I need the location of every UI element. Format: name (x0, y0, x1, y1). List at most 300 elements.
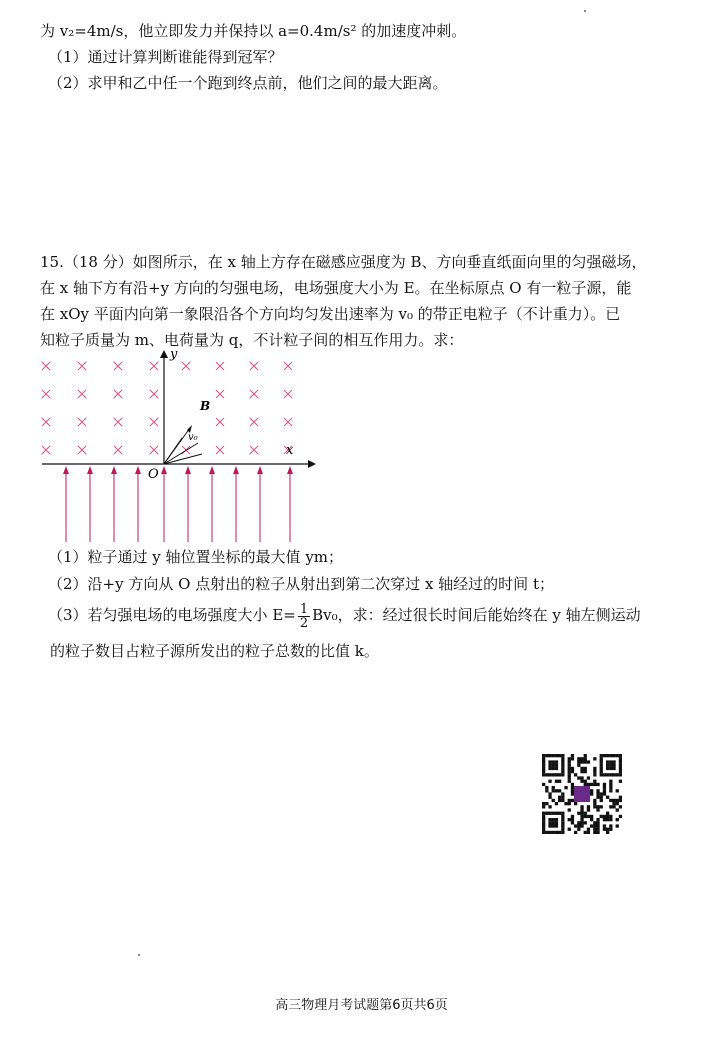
qr-module (619, 764, 622, 767)
qr-module (552, 773, 555, 776)
qr-module (558, 773, 561, 776)
qr-module (561, 799, 564, 802)
problem-15-line-3: 在 xOy 平面内向第一象限沿各个方向均匀发出速率为 v₀ 的带正电粒子（不计重力）。已 (40, 305, 621, 323)
qr-module (542, 760, 545, 763)
qr-module (584, 831, 587, 834)
qr-module (568, 767, 571, 770)
field-cross-mark (284, 418, 292, 426)
qr-module (584, 821, 587, 824)
qr-module (568, 780, 571, 783)
qr-module (593, 799, 596, 802)
qr-module (548, 824, 551, 827)
qr-module (587, 760, 590, 763)
qr-module (552, 764, 555, 767)
qr-module (552, 789, 555, 792)
qr-module (552, 818, 555, 821)
qr-module (600, 815, 603, 818)
qr-module (568, 828, 571, 831)
qr-module (612, 799, 615, 802)
fraction-denominator: 2 (299, 615, 309, 631)
qr-module (548, 780, 551, 783)
qr-module (571, 754, 574, 757)
qr-module (580, 812, 583, 815)
qr-module (600, 760, 603, 763)
qr-module (600, 767, 603, 770)
qr-module (574, 831, 577, 834)
qr-module (587, 808, 590, 811)
qr-module (596, 796, 599, 799)
qr-module (616, 818, 619, 821)
v0-label: v₀ (188, 432, 198, 443)
qr-module (619, 780, 622, 783)
qr-module (571, 783, 574, 786)
qr-module (603, 824, 606, 827)
qr-module (568, 818, 571, 821)
qr-module (555, 789, 558, 792)
qr-module (561, 815, 564, 818)
problem-15-line-2: 在 x 轴下方有沿+y 方向的匀强电场，电场强度大小为 E。在坐标原点 O 有一粒子源，能 (40, 279, 632, 297)
qr-module (545, 789, 548, 792)
qr-module (596, 831, 599, 834)
qr-module (612, 764, 615, 767)
electric-field-lines (63, 466, 293, 542)
qr-module (561, 770, 564, 773)
qr-module (596, 828, 599, 831)
qr-module (552, 812, 555, 815)
qr-module (606, 818, 609, 821)
qr-module (606, 760, 609, 763)
qr-module (587, 805, 590, 808)
qr-module (603, 815, 606, 818)
qr-module (619, 760, 622, 763)
qr-module (612, 754, 615, 757)
qr-module (561, 821, 564, 824)
qr-module (577, 776, 580, 779)
qr-module (542, 757, 545, 760)
qr-module (568, 757, 571, 760)
x-axis-label: x (286, 443, 294, 458)
field-cross-mark (216, 390, 224, 398)
qr-module (609, 767, 612, 770)
qr-module (603, 754, 606, 757)
fraction-numerator: 1 (299, 601, 309, 617)
qr-module (603, 789, 606, 792)
qr-module (561, 764, 564, 767)
field-cross-mark (42, 446, 50, 454)
qr-module (590, 818, 593, 821)
qr-module (580, 770, 583, 773)
qr-module (571, 767, 574, 770)
qr-module (603, 773, 606, 776)
qr-module (542, 824, 545, 827)
problem-15-question-1: （1）粒子通过 y 轴位置坐标的最大值 ym； (48, 548, 344, 566)
qr-module (561, 792, 564, 795)
qr-module (580, 767, 583, 770)
qr-module (548, 764, 551, 767)
qr-module (542, 821, 545, 824)
qr-module (619, 767, 622, 770)
qr-module (593, 767, 596, 770)
top-question-2: （2）求甲和乙中任一个跑到终点前，他们之间的最大距离。 (48, 74, 448, 92)
qr-module (568, 808, 571, 811)
qr-module (542, 802, 545, 805)
qr-module (593, 821, 596, 824)
qr-module (584, 783, 587, 786)
qr-module (593, 770, 596, 773)
qr-module (619, 770, 622, 773)
qr-module (571, 815, 574, 818)
problem-15-line-4: 知粒子质量为 m、电荷量为 q，不计粒子间的相互作用力。求： (40, 331, 464, 349)
qr-module (590, 815, 593, 818)
qr-module (564, 802, 567, 805)
qr-module (606, 764, 609, 767)
qr-module (561, 812, 564, 815)
qr-module (606, 828, 609, 831)
qr-module (548, 818, 551, 821)
qr-module (561, 818, 564, 821)
qr-module (542, 815, 545, 818)
qr-code-logo (574, 786, 590, 802)
qr-module (548, 821, 551, 824)
problem-15-question-3-line-2: 的粒子数目占粒子源所发出的粒子总数的比值 k。 (50, 642, 379, 660)
field-cross-mark (114, 418, 122, 426)
qr-module (612, 802, 615, 805)
qr-module (616, 773, 619, 776)
qr-module (609, 754, 612, 757)
qr-module (584, 757, 587, 760)
qr-module (616, 799, 619, 802)
field-line-arrow (233, 466, 239, 474)
qr-module (568, 776, 571, 779)
qr-module (558, 799, 561, 802)
qr-module (548, 792, 551, 795)
qr-module (552, 754, 555, 757)
qr-module (571, 789, 574, 792)
field-cross-mark (150, 362, 158, 370)
qr-module (584, 815, 587, 818)
qr-module (619, 799, 622, 802)
qr-module (609, 764, 612, 767)
qr-module (545, 812, 548, 815)
qr-module (580, 808, 583, 811)
qr-module (552, 767, 555, 770)
qr-module (548, 812, 551, 815)
field-cross-mark (250, 362, 258, 370)
qr-module (609, 828, 612, 831)
qr-module (558, 780, 561, 783)
field-line-arrow (63, 466, 69, 474)
y-axis-arrow (160, 350, 168, 358)
qr-module (542, 831, 545, 834)
field-cross-mark (250, 418, 258, 426)
qr-module (558, 796, 561, 799)
qr-module (606, 754, 609, 757)
qr-module (542, 767, 545, 770)
qr-module (555, 824, 558, 827)
qr-module (577, 812, 580, 815)
qr-module (609, 824, 612, 827)
field-line-arrow (257, 466, 263, 474)
qr-module (542, 805, 545, 808)
qr-module (587, 815, 590, 818)
y-axis-label: y (170, 347, 178, 362)
qr-module (619, 805, 622, 808)
qr-module (609, 815, 612, 818)
qr-module (587, 776, 590, 779)
qr-module (580, 815, 583, 818)
field-cross-mark (78, 362, 86, 370)
qr-module (542, 754, 545, 757)
qr-module (580, 824, 583, 827)
qr-module (612, 767, 615, 770)
qr-module (555, 812, 558, 815)
qr-module (558, 812, 561, 815)
qr-module (574, 824, 577, 827)
field-line-arrow (111, 466, 117, 474)
field-cross-mark (150, 446, 158, 454)
qr-module (606, 773, 609, 776)
qr-module (545, 773, 548, 776)
field-line-arrow (287, 466, 293, 474)
top-question-1: （1）通过计算判断谁能得到冠军？ (48, 48, 283, 66)
problem-15-question-3 (48, 598, 641, 632)
qr-module (580, 805, 583, 808)
qr-module (587, 831, 590, 834)
qr-module (584, 812, 587, 815)
qr-module (542, 770, 545, 773)
qr-module (577, 764, 580, 767)
qr-module (545, 786, 548, 789)
qr-module (577, 821, 580, 824)
qr-module (561, 767, 564, 770)
qr-module (590, 792, 593, 795)
field-line-arrow (161, 466, 167, 474)
qr-module (548, 773, 551, 776)
qr-module (584, 754, 587, 757)
qr-module (555, 760, 558, 763)
qr-module (609, 760, 612, 763)
qr-module (616, 824, 619, 827)
field-cross-mark (216, 418, 224, 426)
qr-module (577, 828, 580, 831)
qr-module (568, 770, 571, 773)
qr-module (571, 786, 574, 789)
field-line-arrow (185, 466, 191, 474)
qr-module (574, 802, 577, 805)
qr-module (593, 831, 596, 834)
qr-module (542, 828, 545, 831)
qr-module (558, 754, 561, 757)
qr-module (606, 815, 609, 818)
qr-module (600, 805, 603, 808)
qr-module (596, 808, 599, 811)
qr-module (561, 831, 564, 834)
qr-module (619, 815, 622, 818)
qr-module (590, 783, 593, 786)
qr-module (609, 773, 612, 776)
question-3-suffix: Bv₀，求：经过很长时间后能始终在 y 轴左侧运动 (312, 606, 641, 624)
qr-module (555, 767, 558, 770)
qr-module (600, 764, 603, 767)
qr-module (548, 760, 551, 763)
qr-module (600, 754, 603, 757)
qr-module (593, 802, 596, 805)
x-axis-arrow (308, 460, 316, 468)
field-cross-mark (114, 390, 122, 398)
qr-module (580, 757, 583, 760)
qr-module (571, 757, 574, 760)
field-cross-mark (284, 390, 292, 398)
qr-module (542, 764, 545, 767)
qr-module (542, 773, 545, 776)
qr-module (587, 783, 590, 786)
stray-dot (138, 954, 140, 956)
qr-module (552, 799, 555, 802)
qr-module (571, 770, 574, 773)
qr-module (561, 773, 564, 776)
qr-module (606, 812, 609, 815)
qr-module (584, 767, 587, 770)
qr-module (545, 802, 548, 805)
qr-module (548, 754, 551, 757)
field-cross-mark (114, 446, 122, 454)
problem-15-line-1: 15.（18 分）如图所示，在 x 轴上方存在磁感应强度为 B、方向垂直纸面向里的匀强磁场， (40, 253, 647, 271)
qr-module (616, 808, 619, 811)
qr-module (584, 770, 587, 773)
qr-module (612, 773, 615, 776)
field-cross-mark (216, 446, 224, 454)
qr-module (552, 786, 555, 789)
b-field-label: B (200, 399, 211, 413)
qr-module (561, 828, 564, 831)
qr-module (580, 760, 583, 763)
field-cross-mark (42, 418, 50, 426)
qr-module (596, 792, 599, 795)
qr-module (593, 773, 596, 776)
qr-module (609, 783, 612, 786)
qr-module (596, 821, 599, 824)
fraction-one-half (298, 603, 310, 630)
qr-module (555, 773, 558, 776)
qr-module (603, 783, 606, 786)
qr-module (580, 821, 583, 824)
qr-module (587, 828, 590, 831)
qr-module (584, 780, 587, 783)
qr-module (571, 821, 574, 824)
qr-module (609, 805, 612, 808)
question-3-prefix: （3）若匀强电场的电场强度大小 E= (48, 606, 296, 624)
qr-module (552, 831, 555, 834)
qr-module (603, 786, 606, 789)
qr-module (584, 760, 587, 763)
qr-module (600, 799, 603, 802)
field-line-arrow (135, 466, 141, 474)
origin-label: O (148, 467, 159, 482)
qr-module (596, 789, 599, 792)
qr-module (593, 780, 596, 783)
field-cross-mark (42, 390, 50, 398)
qr-module (593, 805, 596, 808)
qr-module (552, 760, 555, 763)
field-cross-mark (78, 418, 86, 426)
qr-module (606, 796, 609, 799)
field-cross-mark (216, 362, 224, 370)
qr-module (580, 780, 583, 783)
qr-module (609, 818, 612, 821)
qr-module (590, 789, 593, 792)
qr-module (548, 831, 551, 834)
qr-module (616, 789, 619, 792)
qr-module (568, 773, 571, 776)
qr-module (571, 792, 574, 795)
qr-module (580, 776, 583, 779)
qr-module (609, 780, 612, 783)
field-cross-mark (78, 390, 86, 398)
qr-module (564, 786, 567, 789)
qr-module (568, 760, 571, 763)
qr-module (596, 783, 599, 786)
qr-module (603, 818, 606, 821)
qr-module (574, 773, 577, 776)
qr-module (561, 757, 564, 760)
qr-module (600, 757, 603, 760)
field-cross-mark (42, 362, 50, 370)
qr-module (555, 821, 558, 824)
field-cross-mark (150, 390, 158, 398)
qr-module (555, 802, 558, 805)
qr-module (577, 757, 580, 760)
stray-dot (584, 10, 586, 12)
qr-module (609, 799, 612, 802)
qr-module (593, 828, 596, 831)
field-diagram (36, 346, 326, 546)
qr-module (561, 824, 564, 827)
qr-module (600, 770, 603, 773)
qr-module (593, 757, 596, 760)
qr-module (555, 780, 558, 783)
qr-module (577, 760, 580, 763)
qr-module (542, 818, 545, 821)
qr-module (580, 818, 583, 821)
qr-module (603, 792, 606, 795)
qr-module (548, 805, 551, 808)
qr-module (545, 831, 548, 834)
qr-module (596, 824, 599, 827)
qr-module (542, 812, 545, 815)
qr-module (561, 754, 564, 757)
field-cross-mark (78, 446, 86, 454)
qr-module (600, 796, 603, 799)
qr-module (593, 824, 596, 827)
qr-module (571, 818, 574, 821)
qr-module (577, 824, 580, 827)
qr-module (619, 773, 622, 776)
qr-module (548, 796, 551, 799)
field-cross-mark (250, 390, 258, 398)
qr-module (606, 831, 609, 834)
qr-module (545, 754, 548, 757)
qr-module (619, 754, 622, 757)
qr-module (600, 773, 603, 776)
field-line-arrow (87, 466, 93, 474)
qr-module (612, 760, 615, 763)
qr-module (603, 828, 606, 831)
qr-module (609, 786, 612, 789)
qr-module (612, 805, 615, 808)
qr-module (558, 789, 561, 792)
qr-module (555, 831, 558, 834)
page-footer: 高三物理月考试题第6页共6页 (275, 998, 448, 1013)
